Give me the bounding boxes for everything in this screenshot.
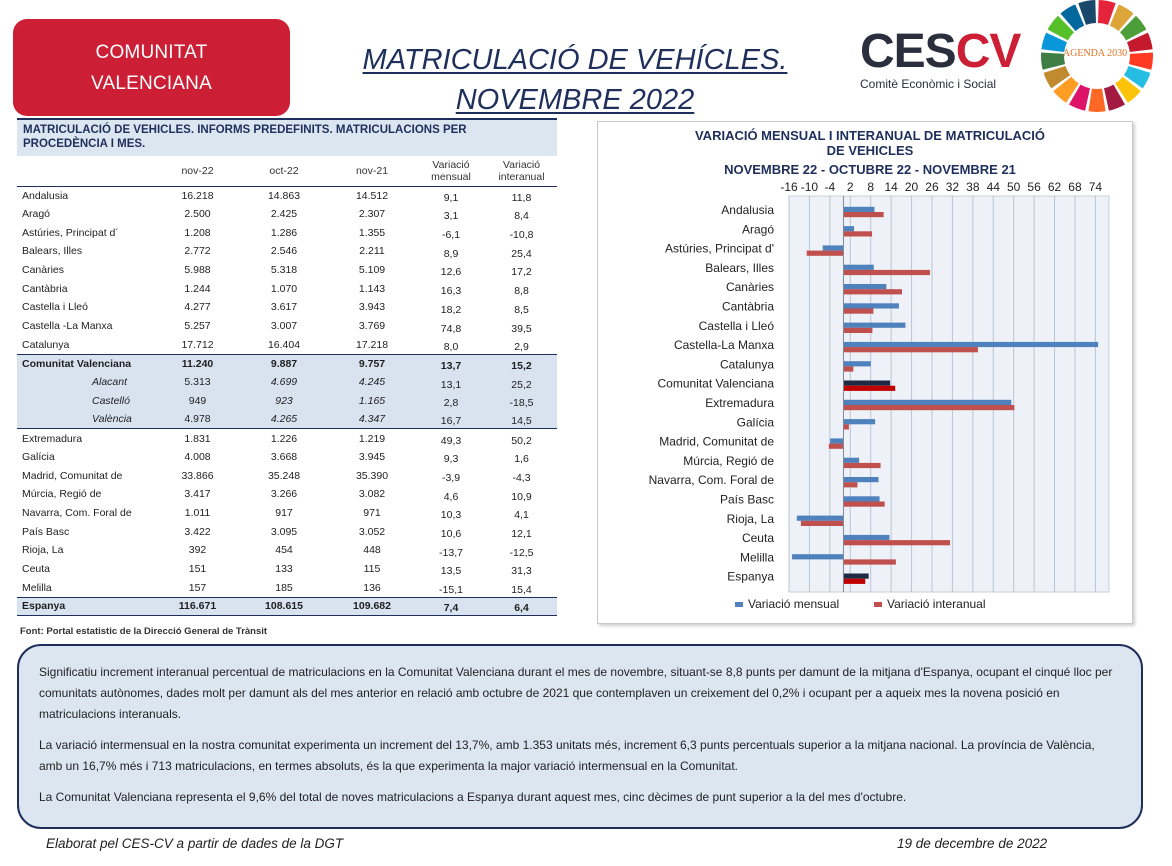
table-row [17,448,557,467]
cell-yearly: 8,8 [514,285,529,298]
cell-nov21: 2.307 [358,208,386,221]
cell-monthly: 10,6 [440,528,462,541]
x-tick-label: 14 [884,180,898,194]
legend-label-yearly: Variació interanual [887,597,986,611]
table-heading: MATRICULACIÓ DE VEHICLES. INFORMS PREDEFINITS. MATRICULACIONS PER PROCEDÈNCIA I MES. [17,118,557,156]
cell-oct22: 3.095 [270,525,298,538]
bar-yearly [843,212,883,217]
row-name: Castelló [17,392,155,411]
cell-yearly: 25,2 [486,373,557,392]
table-row [17,336,557,355]
cell-nov22: 2.772 [184,245,211,258]
bar-monthly [843,226,854,231]
bar-yearly [801,521,844,526]
bar-monthly [830,438,843,443]
row-name: València [17,410,155,429]
cell-nov21: 1.219 [358,432,386,445]
row-name: Galícia [22,450,55,463]
legend-swatch-yearly [874,602,882,607]
cell-monthly: 3,1 [443,210,459,223]
cell-nov21: 1.143 [358,282,386,295]
chart-title-line: NOVEMBRE 22 - OCTUBRE 22 - NOVEMBRE 21 [724,162,1016,177]
table-row [17,485,557,504]
cell-yearly: 15,2 [486,354,557,373]
region-badge [13,19,290,116]
x-tick-label: 26 [925,180,939,194]
cell-nov22: 5.313 [155,373,240,392]
table-row [17,560,557,579]
cell-monthly: 4,6 [443,490,459,503]
cell-monthly: -15,1 [439,583,463,596]
row-name: Comunitat Valenciana [17,354,155,373]
legend-swatch-monthly [735,602,743,607]
row-name: Madrid, Comunitat de [22,469,123,482]
x-tick-label: 44 [986,180,1000,194]
bar-yearly [843,328,872,333]
cell-nov22: 151 [188,563,207,576]
category-label: Múrcia, Regió de [683,453,774,468]
row-name: Alacant [17,373,155,392]
cell-nov21: 3.943 [358,301,386,314]
cell-monthly: 18,2 [440,303,462,316]
cell-oct22: 35.248 [267,469,301,482]
category-label: Madrid, Comunitat de [659,434,774,449]
cell-oct22: 16.404 [267,338,301,351]
cell-nov22: 3.417 [184,488,211,501]
badge-line-2: VALENCIANA [91,72,212,94]
cell-nov21: 5.109 [358,264,386,277]
cell-yearly: 8,5 [514,303,529,316]
page-title [330,40,820,120]
cell-monthly: 10,3 [440,509,462,522]
cell-oct22: 133 [275,563,293,576]
wheel-segment [1041,53,1065,70]
cell-oct22: 108.615 [240,597,328,616]
table-row [17,354,557,373]
cell-nov22: 157 [188,581,207,594]
bar-yearly [843,231,872,236]
cell-oct22: 4.265 [240,410,328,429]
row-name: Espanya [17,597,155,616]
col-header-oct22: oct-22 [240,156,328,186]
cell-monthly: -6,1 [441,229,461,242]
row-name: Catalunya [22,338,70,351]
cell-oct22: 3.007 [270,320,298,333]
bar-monthly [843,303,898,308]
table-row [17,466,557,485]
cell-yearly: -4,3 [512,472,531,484]
cell-oct22: 1.226 [270,432,298,445]
cell-nov21: 17.218 [355,338,389,351]
cell-nov21: 3.052 [358,525,386,538]
cell-monthly: 13,1 [416,373,486,392]
cell-yearly: 8,4 [514,210,529,223]
cell-oct22: 14.863 [267,189,301,202]
row-name: Balears, Illes [22,245,83,258]
cell-nov22: 1.011 [184,507,211,520]
cell-nov22: 949 [155,392,240,411]
category-label: Melilla [739,550,774,565]
category-label: Astúries, Principat d' [664,241,774,256]
chart-title-line: VARIACIÓ MENSUAL I INTERANUAL DE MATRICULACIÓ [694,128,1046,143]
x-tick-label: 8 [867,180,875,194]
category-label: Navarra, Com. Foral de [648,473,774,488]
cell-nov22: 1.831 [184,432,211,445]
table-row [17,317,557,336]
cell-yearly: 39,5 [511,322,532,335]
category-label: Andalusia [721,203,774,217]
bar-yearly [843,463,880,468]
table-row [17,392,557,411]
x-tick-label: 62 [1047,180,1062,194]
x-tick-label: 74 [1088,180,1103,194]
bar-monthly [843,265,873,270]
x-tick-label: -10 [800,180,819,194]
row-name: Andalusia [22,189,69,202]
agenda-2030-label: AGENDA 2030 [1062,48,1128,59]
cell-yearly: 31,3 [511,565,532,578]
cell-monthly: 9,1 [443,191,459,204]
row-name: Aragó [22,208,51,221]
category-label: Aragó [741,222,774,237]
cell-monthly: -13,7 [439,546,463,559]
cell-nov22: 4.008 [184,450,211,463]
x-tick-label: 38 [966,180,980,194]
cell-monthly: 16,3 [440,285,462,298]
variation-chart-svg [598,122,1134,625]
bar-monthly [843,535,889,540]
cell-monthly: 2,8 [416,392,486,411]
table-source: Font: Portal estatistic de la Direcció General de Trànsit [20,626,268,637]
cell-oct22: 185 [275,581,293,594]
category-label: Galícia [736,415,774,430]
cell-oct22: 4.699 [240,373,328,392]
row-name: Canàries [22,264,65,277]
bar-monthly [843,477,878,482]
bar-yearly [843,559,895,564]
title-line-2: NOVEMBRE 2022 [455,84,695,116]
cell-nov22: 3.422 [184,525,211,538]
cell-yearly: 25,4 [511,247,532,260]
cell-yearly: 2,9 [514,340,529,353]
bar-monthly [843,400,1011,405]
logo-ces-text: CES [860,25,956,78]
category-label: Ceuta [741,531,774,546]
cell-yearly: 4,1 [514,509,529,522]
cell-yearly: 12,1 [511,528,532,541]
cell-nov21: 115 [363,563,381,576]
table-row [17,522,557,541]
category-label: Cantàbria [721,299,774,314]
cell-nov22: 4.978 [155,410,240,429]
category-label: País Basc [719,492,774,507]
cell-nov21: 1.165 [328,392,416,411]
col-header-nov21: nov-21 [328,156,416,186]
bar-monthly [843,381,890,386]
cell-nov21: 35.390 [355,469,389,482]
bar-yearly [843,579,865,584]
table-row [17,429,557,448]
logo-cv-text: CV [955,25,1021,78]
bar-monthly [843,419,875,424]
row-name: Castella i Lleó [22,301,88,314]
cell-oct22: 5.318 [270,264,298,277]
bar-monthly [843,207,874,212]
bar-monthly [823,245,844,250]
table-row [17,261,557,280]
bar-monthly [843,284,886,289]
title-line-1: MATRICULACIÓ DE VEHÍCLES. [362,44,788,76]
cell-oct22: 454 [275,544,293,557]
cell-yearly: 6,4 [486,597,557,616]
logo-subtitle: Comitè Econòmic i Social [860,77,997,91]
cell-monthly: 49,3 [440,434,462,447]
cell-monthly: 13,7 [416,354,486,373]
cell-nov22: 1.244 [184,282,211,295]
bar-yearly [843,289,902,294]
bar-yearly [843,366,853,371]
ces-cv-logo [858,24,1021,94]
cell-nov21: 109.682 [328,597,416,616]
category-label: Rioja, La [726,511,774,526]
row-name: Astúries, Principat d´ [22,226,119,239]
cell-oct22: 1.070 [270,282,298,295]
cell-nov22: 2.500 [184,208,211,221]
commentary-paragraph-2: La variació intermensual en la nostra comunitat experimenta un increment del 13,7%, amb 1.353 unitats més, increment 6,3 punts percentuals superior a la mitjana nacional. La província de València, amb un 16,7% més i 713 matriculacions, en termes absoluts, és la que experimenta la major variació intermensual en la Comunitat. [39,738,1095,773]
bar-yearly [843,540,950,545]
cell-monthly: 8,9 [443,247,459,260]
commentary-paragraph-1: Significatiu increment interanual percentual de matriculacions en la Comunitat Valenciana durant el mes de novembre, situant-se 8,8 punts per damunt de la mitjana d'Espanya, ocupant el cinqué lloc per comunitats autònomes, dades molt per damunt als del mes anterior en relació amb octubre de 2021 que contemplaven un creixement del 0,2% i ocupant per a aqueix mes la novena posició en matriculacions interanuals. [39,665,1113,721]
wheel-segment [1129,53,1153,70]
cell-yearly: 17,2 [511,266,532,279]
cell-nov22: 11.240 [155,354,240,373]
registrations-table [17,118,557,616]
x-tick-label: 56 [1027,180,1041,194]
cell-nov21: 3.082 [358,488,386,501]
cell-monthly: 13,5 [440,565,462,578]
category-label: Castella i Lleó [698,318,774,333]
bar-monthly [843,574,868,579]
x-tick-label: 32 [945,180,960,194]
bar-monthly [843,323,905,328]
legend-label-monthly: Variació mensual [748,597,840,611]
cell-yearly: 14,5 [486,410,557,429]
cell-nov21: 3.769 [358,320,386,333]
bar-monthly [843,458,859,463]
table-row [17,578,557,597]
row-name: Ceuta [22,563,51,576]
category-label: Comunitat Valenciana [657,376,774,391]
badge-line-1: COMUNITAT [95,41,208,63]
category-label: Extremadura [705,396,774,410]
cell-nov21: 448 [363,544,381,557]
x-tick-label: 50 [1007,180,1021,194]
col-header-nov22: nov-22 [155,156,240,186]
cell-nov21: 3.945 [358,450,386,463]
table-row [17,597,557,616]
table-row [17,205,557,224]
cell-oct22: 2.546 [270,245,298,258]
row-name: Múrcia, Regió de [22,488,102,501]
cell-yearly: 1,6 [514,453,529,466]
bar-yearly [807,251,844,256]
commentary-paragraph-3: La Comunitat Valenciana representa el 9,6% del total de noves matriculacions a Espanya durant aquest mes, cinc dècimes de punt superior a la del mes d'octubre. [39,790,907,804]
cell-nov22: 5.257 [184,320,211,333]
row-name: Cantàbria [22,282,68,295]
bar-yearly [843,502,884,507]
cell-monthly: 16,7 [416,410,486,429]
row-name: País Basc [22,525,70,538]
footer-credit: Elaborat pel CES-CV a partir de dades de la DGT [46,836,344,851]
bar-yearly [843,347,977,352]
row-name: Rioja, La [22,544,64,557]
cell-nov21: 2.211 [359,245,385,258]
table-header-row [17,156,557,186]
cell-yearly: 15,4 [511,583,532,596]
cell-oct22: 3.617 [270,301,298,314]
cell-nov21: 971 [363,507,381,520]
wheel-segment [1088,89,1105,112]
cell-nov21: 14.512 [355,189,389,202]
table-row [17,279,557,298]
bar-yearly [843,424,848,429]
cell-monthly: 8,0 [443,340,459,353]
row-name: Navarra, Com. Foral de [22,507,132,520]
cell-oct22: 917 [275,507,293,520]
table-row [17,504,557,523]
cell-oct22: 1.286 [270,226,298,239]
bar-monthly [792,554,843,559]
x-tick-label: -16 [780,180,798,194]
cell-nov22: 392 [188,544,207,557]
cell-nov21: 9.757 [328,354,416,373]
cell-nov22: 116.671 [155,597,240,616]
bar-yearly [843,405,1014,410]
bar-monthly [843,342,1098,347]
cell-yearly: -12,5 [509,546,534,559]
row-name: Castella -La Manxa [22,320,113,333]
footer-date: 19 de decembre de 2022 [897,836,1048,851]
cell-nov21: 4.245 [328,373,416,392]
variation-chart [597,121,1133,624]
cell-nov22: 33.866 [181,469,214,482]
cell-monthly: 9,3 [443,453,459,466]
table-row [17,373,557,392]
cell-nov22: 1.208 [184,226,211,239]
cell-oct22: 923 [240,392,328,411]
x-tick-label: -4 [824,180,836,194]
cell-monthly: 74,8 [440,322,462,335]
category-label: Espanya [727,569,774,584]
table-row [17,410,557,429]
col-header-yearly: Variació interanual [486,156,557,186]
cell-oct22: 3.668 [270,450,298,463]
cell-monthly: -3,9 [441,472,461,484]
col-header-name [17,156,155,186]
cell-monthly: 7,4 [416,597,486,616]
table-row [17,223,557,242]
bar-yearly [829,444,844,449]
category-label: Balears, Illes [705,260,774,275]
x-tick-label: 2 [846,180,854,194]
commentary-box [17,644,1143,829]
cell-oct22: 3.266 [270,488,298,501]
category-label: Canàries [725,280,774,295]
bar-monthly [843,496,879,501]
category-label: Castella-La Manxa [673,338,774,353]
cell-monthly: 12,6 [440,266,462,279]
bar-monthly [797,516,844,521]
cell-yearly: 11,8 [511,191,532,204]
table-row [17,186,557,205]
col-header-monthly: Variació mensual [416,156,486,186]
cell-nov22: 4.277 [184,301,211,314]
row-name: Extremadura [22,432,83,445]
x-tick-label: 20 [904,180,919,194]
bar-monthly [843,361,870,366]
chart-title-line: DE VEHICLES [826,143,914,158]
table-row [17,242,557,261]
table-row [17,298,557,317]
agenda-2030-wheel-icon [1027,0,1167,118]
x-tick-label: 68 [1068,180,1082,194]
category-label: Catalunya [719,357,774,372]
cell-nov22: 16.218 [181,189,214,202]
cell-nov22: 5.988 [184,264,211,277]
cell-nov22: 17.712 [181,338,214,351]
cell-oct22: 2.425 [270,208,298,221]
bar-yearly [843,386,895,391]
cell-nov21: 4.347 [328,410,416,429]
cell-yearly: -10,8 [509,229,534,242]
cell-yearly: 10,9 [511,490,532,503]
bar-yearly [843,270,929,275]
cell-nov21: 136 [363,581,381,594]
cell-oct22: 9.887 [240,354,328,373]
row-name: Melilla [22,581,52,594]
cell-nov21: 1.355 [358,226,386,239]
bar-yearly [843,309,873,314]
cell-yearly: -18,5 [486,392,557,411]
table-row [17,541,557,560]
cell-yearly: 50,2 [511,434,532,447]
bar-yearly [843,482,857,487]
